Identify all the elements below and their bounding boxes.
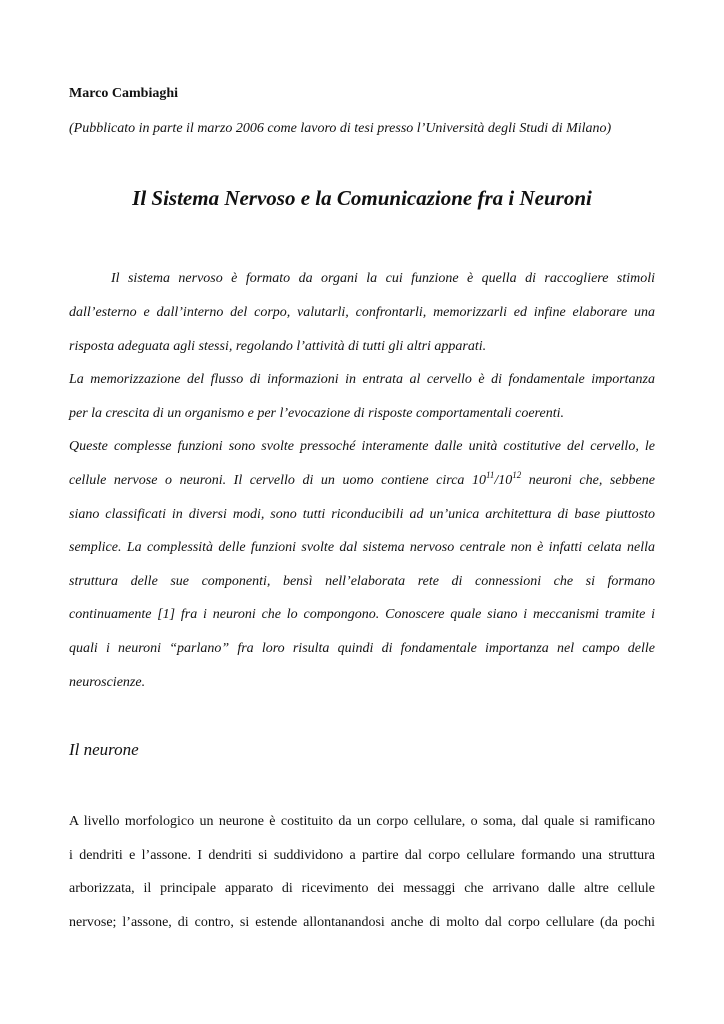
publication-note: (Pubblicato in parte il marzo 2006 come lavoro di tesi presso l’Università degli Studi di Milano) (69, 121, 612, 136)
section-heading: Il neurone (69, 740, 139, 759)
intro-line-7 (69, 472, 655, 490)
intro-line-2: dall’esterno e dall’interno del corpo, valutarli, confrontarli, memorizzarli ed infine elaborare una (69, 305, 655, 320)
intro-line-4: La memorizzazione del flusso di informazioni in entrata al cervello è di fondamentale importanza (69, 372, 655, 387)
section-line-3: arborizzata, il principale apparato di ricevimento dei messaggi che arrivano dalle altre cellule (69, 881, 655, 896)
intro-line-7-text: cellule nervose o neuroni. Il cervello di un uomo contiene circa $10^{11}/10^{12}$ neuroni che, sebbene (69, 470, 655, 488)
author-name: Marco Cambiaghi (69, 86, 179, 101)
intro-line-1: Il sistema nervoso è formato da organi la cui funzione è quella di raccogliere stimoli (111, 271, 655, 286)
section-line-4: nervose; l’assone, di contro, si estende allontanandosi anche di molto dal corpo cellulare (da pochi (69, 915, 655, 930)
intro-line-12: quali i neuroni “parlano” fra loro risulta quindi di fondamentale importanza nel campo delle (69, 641, 655, 656)
intro-line-5: per la crescita di un organismo e per l’evocazione di risposte comportamentali coerenti. (69, 406, 564, 421)
section-line-1: A livello morfologico un neurone è costituito da un corpo cellulare, o soma, dal quale si ramificano (69, 814, 655, 829)
intro-line-13: neuroscienze. (69, 675, 146, 690)
document-title: Il Sistema Nervoso e la Comunicazione fra i Neuroni (132, 186, 592, 210)
intro-line-10: struttura delle sue componenti, bensì nell’elaborata rete di connessioni che si formano (69, 574, 655, 589)
section-line-2: i dendriti e l’assone. I dendriti si suddividono a partire dal corpo cellulare formando una struttura (69, 848, 655, 863)
intro-line-11: continuamente [1] fra i neuroni che lo compongono. Conoscere quale siano i meccanismi tramite i (69, 607, 655, 622)
intro-line-9: semplice. La complessità delle funzioni svolte dal sistema nervoso centrale non è infatti celata nella (69, 540, 655, 555)
intro-line-6: Queste complesse funzioni sono svolte pressoché interamente dalle unità costitutive del cervello, le (69, 439, 655, 454)
intro-line-3: risposta adeguata agli stessi, regolando l’attività di tutti gli altri apparati. (69, 339, 487, 354)
intro-line-8: siano classificati in diversi modi, sono tutti riconducibili ad un’unica architettura di base piuttosto (69, 507, 655, 522)
